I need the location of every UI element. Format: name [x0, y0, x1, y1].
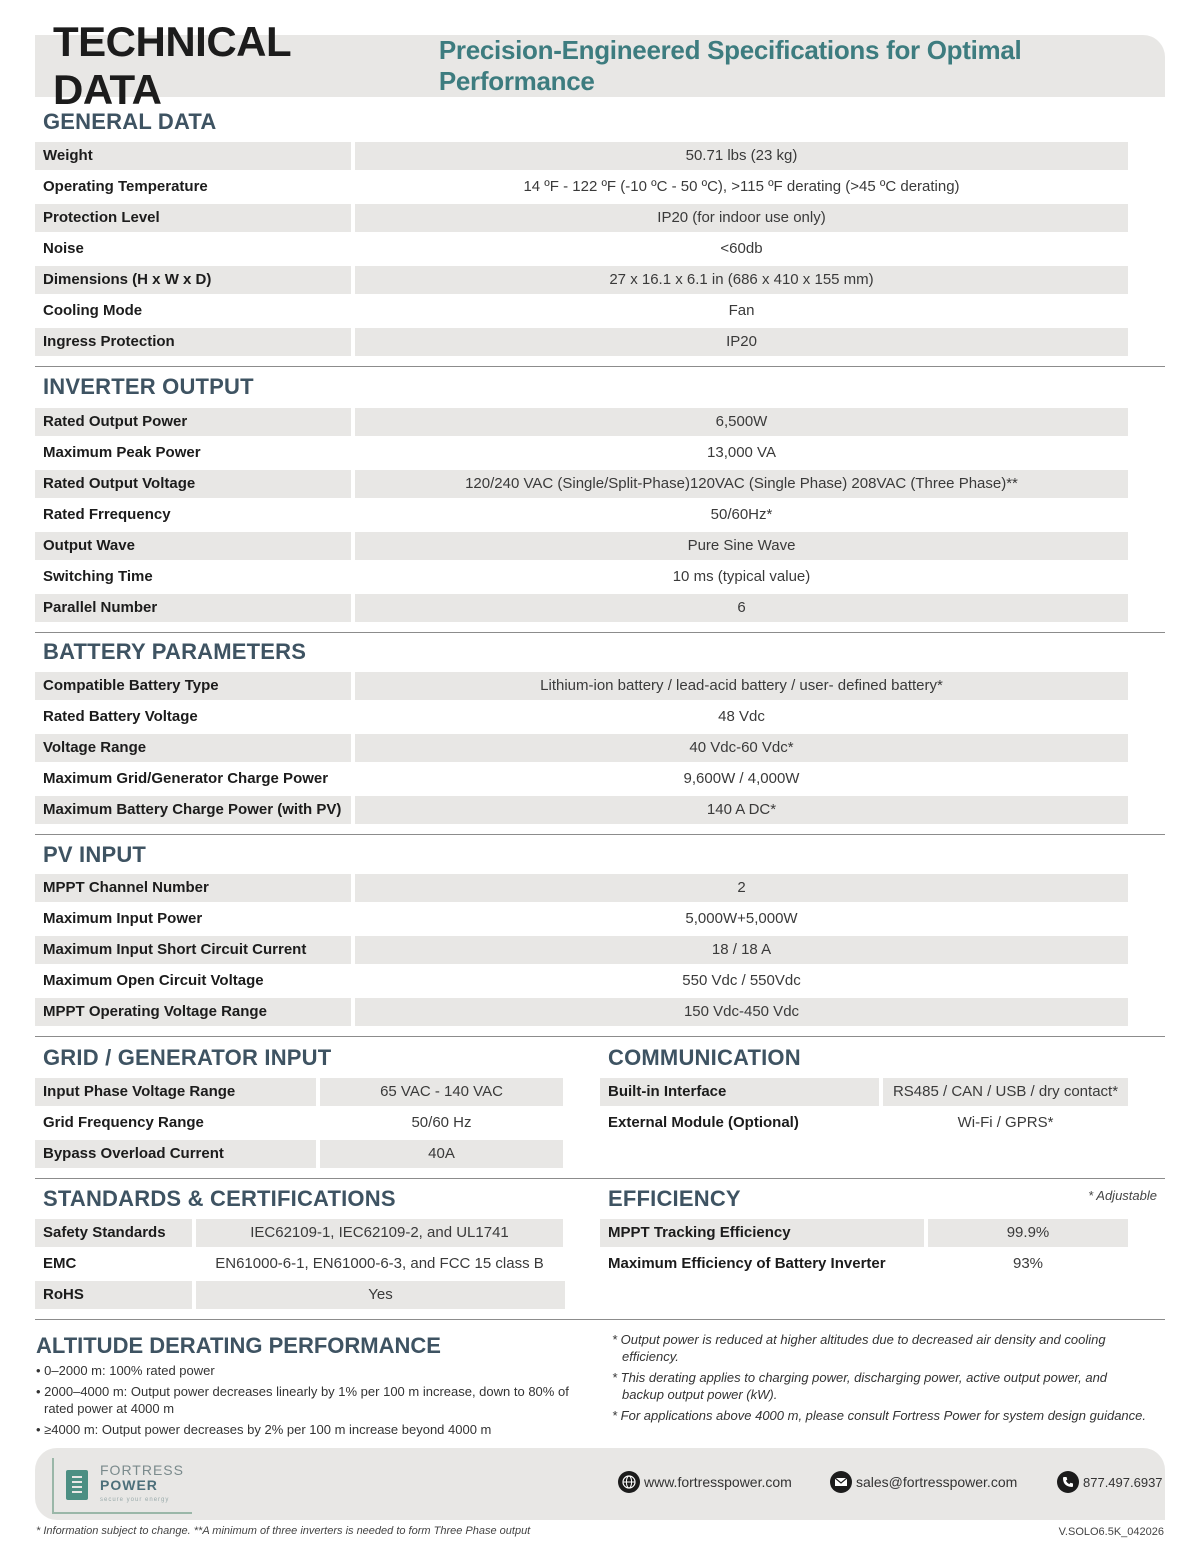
disclaimer: * Information subject to change. **A minimum of three inverters is needed to form Three Phase output	[36, 1525, 531, 1537]
spec-label: Maximum Grid/Generator Charge Power	[43, 770, 329, 787]
globe-icon	[618, 1471, 640, 1493]
spec-value: Wi-Fi / GPRS*	[957, 1114, 1054, 1131]
spec-value: Pure Sine Wave	[355, 532, 1128, 560]
spec-label: Rated Output Voltage	[35, 470, 351, 498]
spec-value: 18 / 18 A	[355, 936, 1128, 964]
email-contact[interactable]	[830, 1470, 1017, 1494]
spec-value: 140 A DC*	[355, 796, 1128, 824]
spec-label: Dimensions (H x W x D)	[35, 266, 351, 294]
table-row	[35, 1219, 563, 1247]
spec-value: 13,000 VA	[707, 444, 776, 461]
list-item: • 0–2000 m: 100% rated power	[36, 1363, 215, 1378]
section-divider	[35, 366, 1165, 367]
table-row	[35, 142, 1128, 170]
spec-label: Weight	[35, 142, 351, 170]
pv-input-title: PV INPUT	[43, 842, 147, 867]
spec-label: Maximum Input Short Circuit Current	[35, 936, 351, 964]
battery-parameters-title: BATTERY PARAMETERS	[43, 639, 307, 664]
spec-label: Bypass Overload Current	[35, 1140, 316, 1168]
battery-logo-icon	[66, 1470, 88, 1500]
spec-label: Input Phase Voltage Range	[35, 1078, 316, 1106]
spec-value: <60db	[720, 240, 763, 257]
spec-value: RS485 / CAN / USB / dry contact*	[883, 1078, 1128, 1106]
communication-title: COMMUNICATION	[608, 1045, 801, 1070]
table-row	[35, 936, 1128, 964]
table-row	[35, 1250, 563, 1278]
spec-label: Maximum Open Circuit Voltage	[43, 972, 264, 989]
table-row	[600, 1219, 1128, 1247]
company-logo	[52, 1458, 192, 1514]
section-divider	[35, 1036, 1165, 1037]
page-title: TECHNICAL DATA	[53, 18, 291, 113]
spec-label: Output Wave	[35, 532, 351, 560]
spec-value: 150 Vdc-450 Vdc	[355, 998, 1128, 1026]
spec-value: IP20 (for indoor use only)	[355, 204, 1128, 232]
table-row	[600, 1109, 1128, 1137]
spec-value: 14 ºF - 122 ºF (-10 ºC - 50 ºC), >115 ºF derating (>45 ºC derating)	[523, 178, 960, 195]
spec-label: MPPT Operating Voltage Range	[35, 998, 351, 1026]
spec-value: Lithium-ion battery / lead-acid battery / user- defined battery*	[355, 672, 1128, 700]
spec-label: Rated Battery Voltage	[43, 708, 198, 725]
spec-value: 6	[355, 594, 1128, 622]
phone-contact[interactable]	[1057, 1470, 1163, 1494]
table-row	[35, 874, 1128, 902]
table-row	[35, 470, 1128, 498]
email-link[interactable]: sales@fortresspower.com	[856, 1474, 1018, 1490]
spec-label: Operating Temperature	[43, 178, 208, 195]
spec-value: 6,500W	[355, 408, 1128, 436]
list-item: • ≥4000 m: Output power decreases by 2% per 100 m increase beyond 4000 m	[36, 1422, 492, 1437]
page-subtitle: Precision-Engineered Specifications for Optimal Performance	[438, 35, 1022, 96]
spec-label: Cooling Mode	[43, 302, 143, 319]
spec-label: RoHS	[35, 1281, 192, 1309]
spec-value: IP20	[355, 328, 1128, 356]
spec-value: EN61000-6-1, EN61000-6-3, and FCC 15 class B	[215, 1255, 544, 1272]
spec-value: IEC62109-1, IEC62109-2, and UL1741	[196, 1219, 563, 1247]
table-row	[35, 173, 1128, 201]
spec-label: Compatible Battery Type	[35, 672, 351, 700]
spec-value: Fan	[728, 302, 755, 319]
adjustable-note: * Adjustable	[1088, 1188, 1157, 1203]
spec-label: Rated Frrequency	[43, 506, 171, 523]
altitude-derating-title: ALTITUDE DERATING PERFORMANCE	[36, 1333, 441, 1358]
spec-label: MPPT Tracking Efficiency	[600, 1219, 924, 1247]
spec-value: 10 ms (typical value)	[672, 568, 811, 585]
spec-label: External Module (Optional)	[608, 1114, 799, 1131]
spec-label: EMC	[43, 1255, 77, 1272]
general-data-title: GENERAL DATA	[43, 109, 217, 134]
table-row	[35, 734, 1128, 762]
logo-line-1: FORTRESS	[100, 1461, 184, 1478]
page-header	[35, 18, 1165, 113]
spec-value: 93%	[1012, 1255, 1044, 1272]
footnote: * Output power is reduced at higher altitudes due to decreased air density and cooling efficiency.	[612, 1332, 1106, 1364]
spec-label: Maximum Input Power	[43, 910, 203, 927]
altitude-derating-list	[36, 1362, 586, 1442]
spec-value: 2	[355, 874, 1128, 902]
spec-value: 50/60Hz*	[710, 506, 773, 523]
table-row	[35, 672, 1128, 700]
spec-label: Protection Level	[35, 204, 351, 232]
website-contact[interactable]	[618, 1470, 792, 1494]
table-row	[35, 765, 1128, 793]
table-row	[35, 532, 1128, 560]
spec-value: 99.9%	[928, 1219, 1128, 1247]
table-row	[35, 998, 1128, 1026]
table-row	[35, 967, 1128, 995]
table-row	[35, 796, 1128, 824]
section-divider	[35, 1178, 1165, 1179]
spec-value: 50/60 Hz	[411, 1114, 472, 1131]
table-row	[35, 501, 1128, 529]
spec-label: MPPT Channel Number	[35, 874, 351, 902]
spec-label: Built-in Interface	[600, 1078, 879, 1106]
logo-line-2: POWER	[100, 1476, 158, 1493]
table-row	[35, 703, 1128, 731]
standards-title: STANDARDS & CERTIFICATIONS	[43, 1186, 396, 1211]
table-row	[35, 408, 1128, 436]
list-item: • 2000–4000 m: Output power decreases linearly by 1% per 100 m increase, down to 80% of rated power at 4000 m	[36, 1384, 569, 1416]
table-row	[35, 439, 1128, 467]
spec-label: Maximum Efficiency of Battery Inverter	[608, 1255, 886, 1272]
table-row	[35, 1078, 563, 1106]
spec-value: 9,600W / 4,000W	[683, 770, 800, 787]
table-row	[35, 594, 1128, 622]
spec-value: 50.71 lbs (23 kg)	[355, 142, 1128, 170]
spec-label: Parallel Number	[35, 594, 351, 622]
phone-number[interactable]: 877.497.6937	[1083, 1474, 1163, 1490]
table-row	[35, 1140, 563, 1168]
spec-value: Yes	[196, 1281, 565, 1309]
envelope-icon	[830, 1471, 852, 1493]
footnote: * For applications above 4000 m, please consult Fortress Power for system design guidance.	[612, 1408, 1146, 1423]
spec-label: Maximum Peak Power	[43, 444, 201, 461]
document-version: V.SOLO6.5K_042026	[1058, 1526, 1164, 1538]
spec-label: Noise	[43, 240, 84, 257]
grid-generator-title: GRID / GENERATOR INPUT	[43, 1045, 332, 1070]
table-row	[35, 204, 1128, 232]
spec-value: 120/240 VAC (Single/Split-Phase)120VAC (Single Phase) 208VAC (Three Phase)**	[355, 470, 1128, 498]
table-row	[35, 1109, 563, 1137]
section-divider	[35, 834, 1165, 835]
spec-value: 65 VAC - 140 VAC	[320, 1078, 563, 1106]
spec-value: 5,000W+5,000W	[685, 910, 798, 927]
table-row	[35, 235, 1128, 263]
table-row	[35, 1281, 565, 1309]
spec-label: Voltage Range	[35, 734, 351, 762]
spec-label: Maximum Battery Charge Power (with PV)	[35, 796, 351, 824]
spec-label: Ingress Protection	[35, 328, 351, 356]
table-row	[35, 563, 1128, 591]
spec-value: 550 Vdc / 550Vdc	[682, 972, 801, 989]
spec-label: Grid Frequency Range	[43, 1114, 204, 1131]
efficiency-title: EFFICIENCY	[608, 1186, 741, 1211]
footnote: * This derating applies to charging power, discharging power, active output power, and backup output power (kW).	[612, 1370, 1108, 1402]
phone-icon	[1057, 1471, 1079, 1493]
spec-label: Switching Time	[43, 568, 153, 585]
spec-value: 40 Vdc-60 Vdc*	[355, 734, 1128, 762]
table-row	[600, 1078, 1128, 1106]
table-row	[600, 1250, 1128, 1278]
table-row	[35, 266, 1128, 294]
spec-label: Safety Standards	[35, 1219, 192, 1247]
inverter-output-title: INVERTER OUTPUT	[43, 374, 254, 399]
spec-label: Rated Output Power	[35, 408, 351, 436]
website-link[interactable]: www.fortresspower.com	[644, 1474, 792, 1490]
section-divider	[35, 632, 1165, 633]
logo-tagline: secure your energy	[100, 1496, 170, 1503]
table-row	[35, 328, 1128, 356]
spec-value: 40A	[320, 1140, 563, 1168]
spec-value: 27 x 16.1 x 6.1 in (686 x 410 x 155 mm)	[355, 266, 1128, 294]
table-row	[35, 297, 1128, 325]
spec-value: 48 Vdc	[718, 708, 765, 725]
table-row	[35, 905, 1128, 933]
altitude-notes	[612, 1331, 1152, 1428]
section-divider	[35, 1319, 1165, 1320]
